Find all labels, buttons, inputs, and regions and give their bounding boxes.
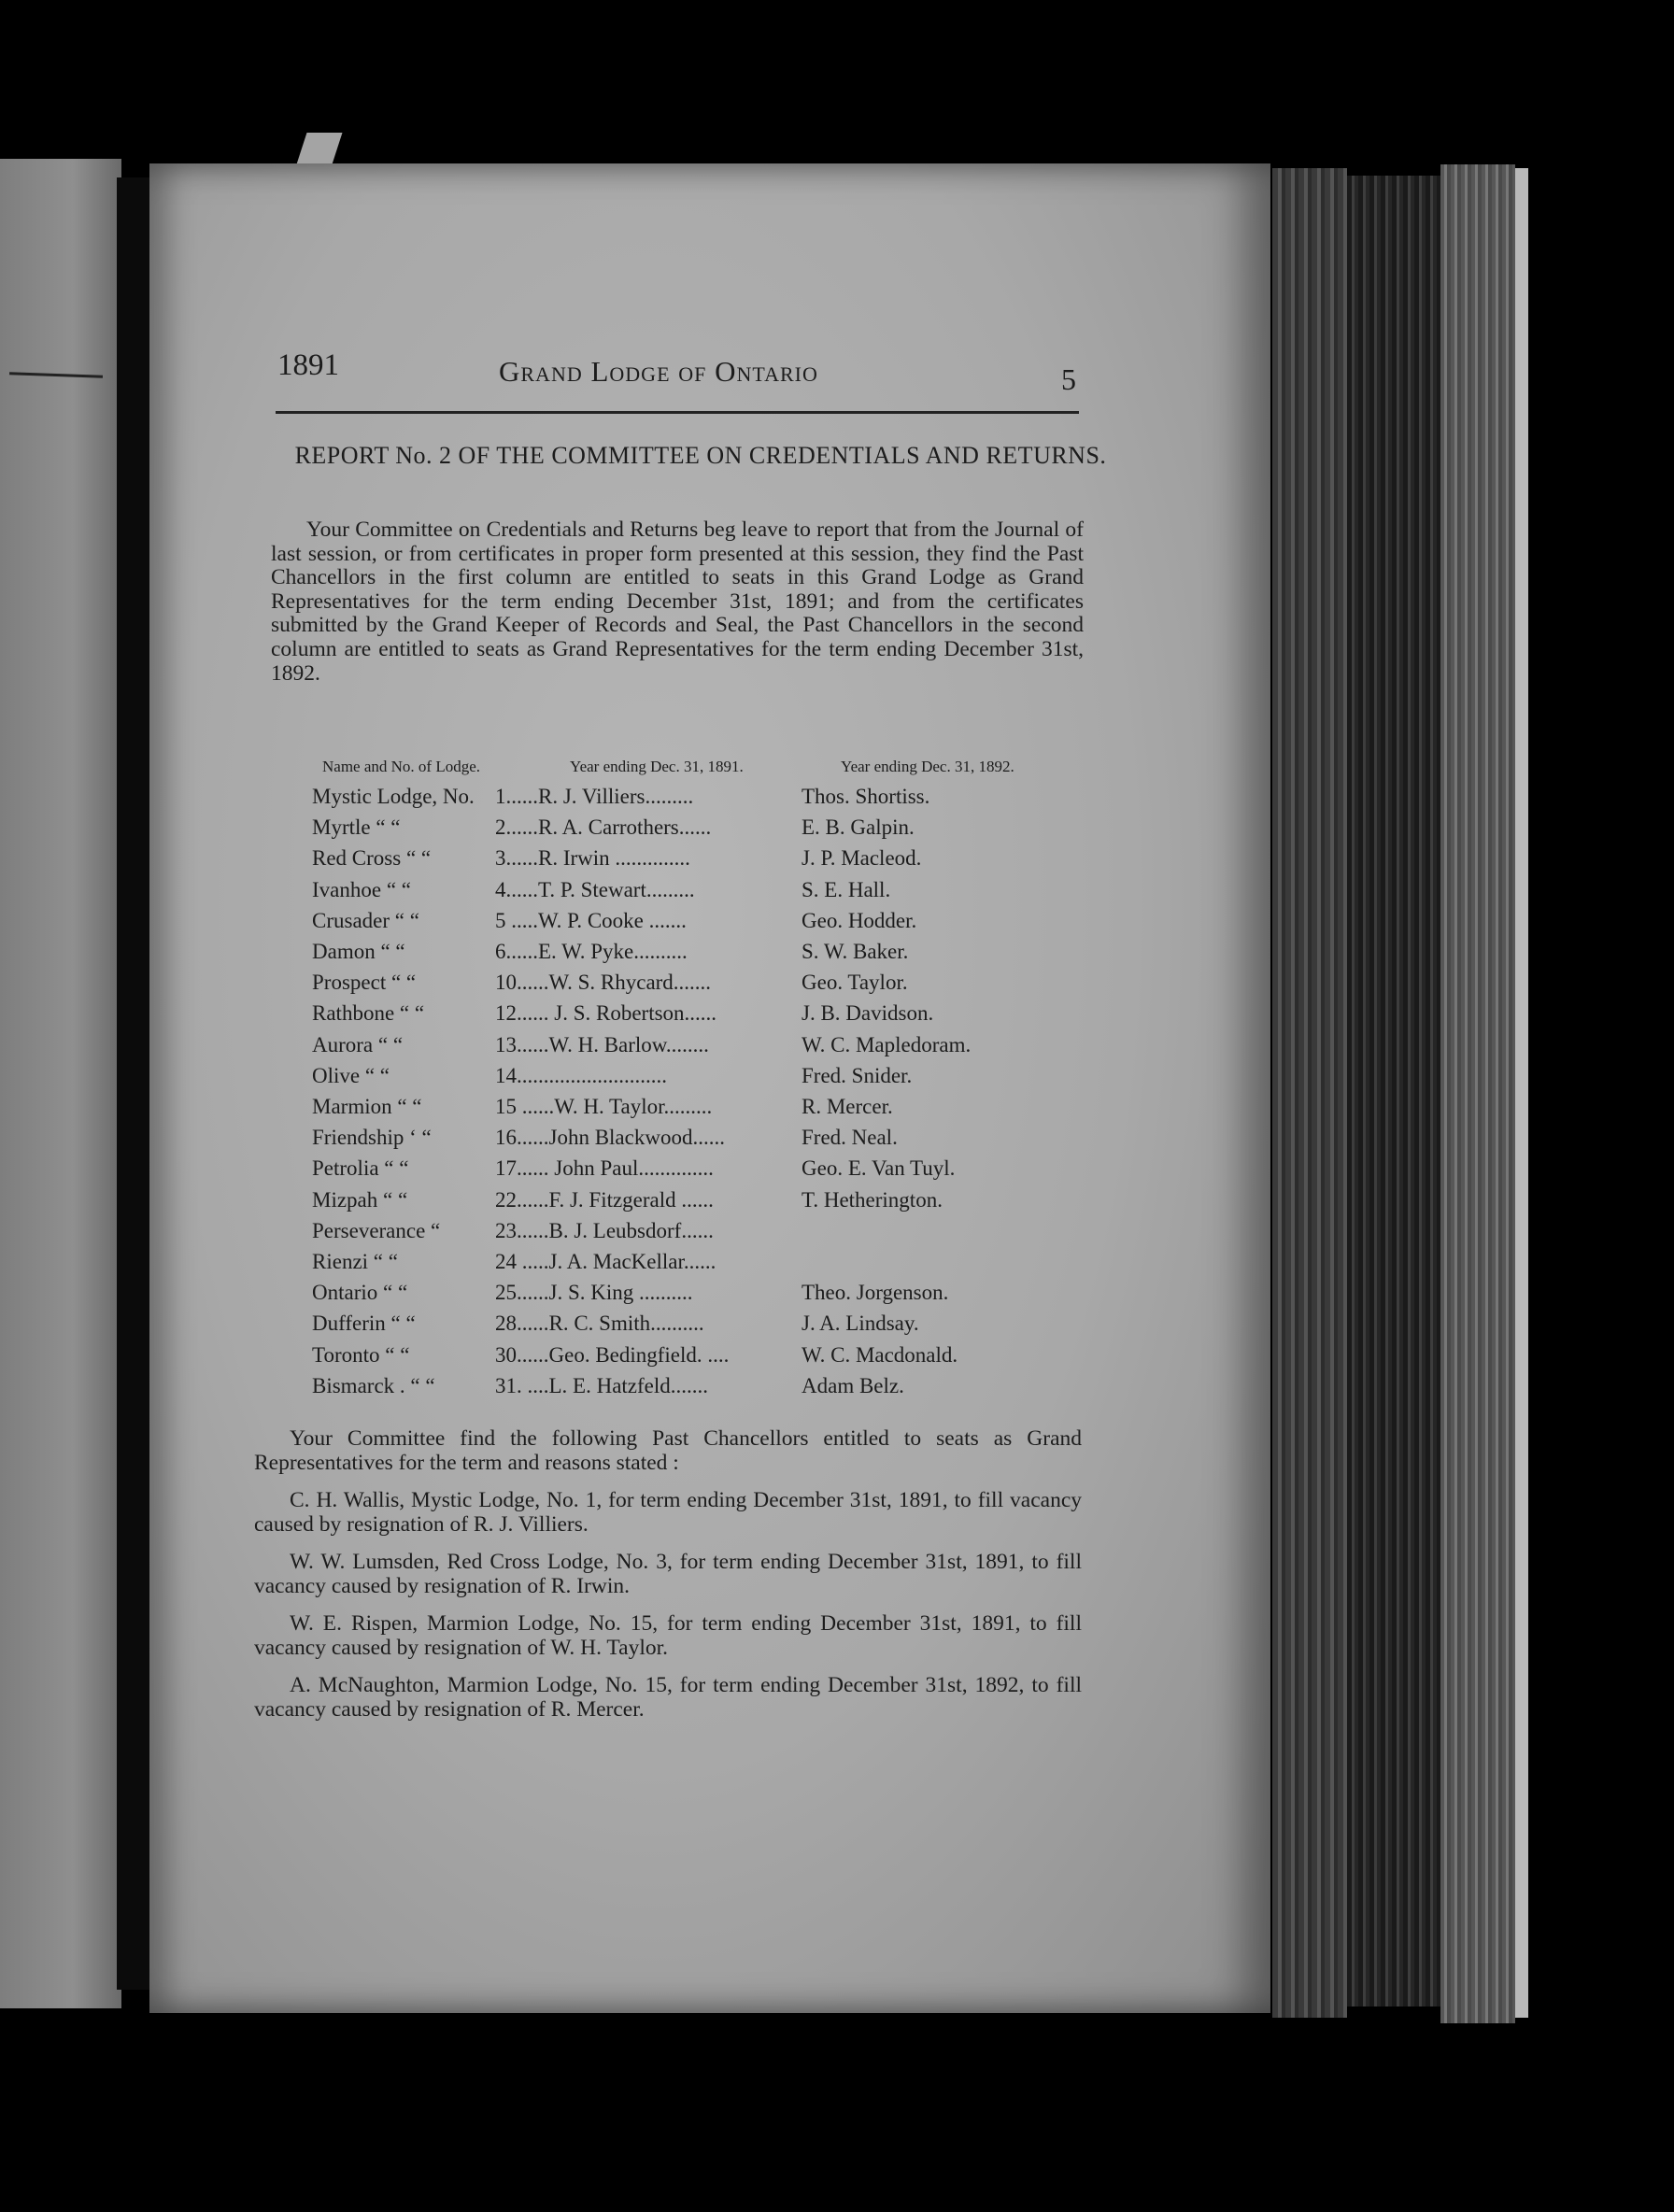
representative-1892: Geo. Hodder.: [802, 908, 917, 932]
book-page-edges: [1440, 164, 1515, 2023]
representative-1891: 13......W. H. Barlow........: [495, 1032, 709, 1056]
representative-1891: 24 .....J. A. MacKellar......: [495, 1250, 716, 1273]
representative-1891: 23......B. J. Leubsdorf......: [495, 1218, 714, 1242]
representative-1892: Fred. Snider.: [802, 1063, 913, 1087]
representative-1891: 6......E. W. Pyke..........: [495, 940, 688, 963]
representative-1892: S. E. Hall.: [802, 877, 891, 901]
lumsden-paragraph: W. W. Lumsden, Red Cross Lodge, No. 3, for term ending December 31st, 1891, to fill vacancy caused by resignation of R. Irwin.: [254, 1550, 1082, 1598]
lodge-name: Mystic Lodge, No.: [312, 785, 475, 808]
lodge-name: Marmion “ “: [312, 1095, 422, 1118]
representative-1892: R. Mercer.: [802, 1095, 893, 1118]
representative-1892: Geo. E. Van Tuyl.: [802, 1156, 956, 1181]
representative-1891: 22......F. J. Fitzgerald ......: [495, 1187, 714, 1212]
representative-1891: 1......R. J. Villiers.........: [495, 785, 694, 808]
representative-1892: J. B. Davidson.: [802, 1001, 934, 1026]
representative-1892: S. W. Baker.: [802, 940, 909, 963]
book-page-edges: [1515, 168, 1528, 2018]
lodge-name: Crusader “ “: [312, 908, 419, 932]
lodge-name: Rathbone “ “: [312, 1001, 425, 1026]
book-gutter: [117, 177, 154, 1990]
lodge-name: Ivanhoe “ “: [312, 877, 411, 901]
representative-1892: W. C. Mapledoram.: [802, 1032, 972, 1056]
representative-1892: E. B. Galpin.: [802, 815, 915, 840]
column-header-1891: Year ending Dec. 31, 1891.: [570, 758, 744, 775]
representative-1891: 25......J. S. King ..........: [495, 1281, 693, 1305]
representative-1891: 30......Geo. Bedingfield. ....: [495, 1342, 730, 1367]
representative-1891: 16......John Blackwood......: [495, 1126, 725, 1150]
lodge-name: Dufferin “ “: [312, 1312, 416, 1336]
column-header-lodge: Name and No. of Lodge.: [322, 758, 481, 775]
report-title: REPORT No. 2 OF THE COMMITTEE ON CREDENTIALS AND RETURNS.: [294, 442, 1107, 469]
lodge-name: Perseverance “: [312, 1218, 441, 1242]
book-page-edges: [1347, 176, 1440, 2006]
representative-1891: 17...... John Paul..............: [495, 1156, 714, 1181]
representative-1892: Fred. Neal.: [802, 1126, 898, 1150]
pen-mark: [9, 372, 103, 377]
representative-1891: 12...... J. S. Robertson......: [495, 1001, 717, 1026]
lodge-name: Olive “ “: [312, 1063, 390, 1087]
column-header-1892: Year ending Dec. 31, 1892.: [841, 758, 1014, 775]
mcnaughton-paragraph: A. McNaughton, Marmion Lodge, No. 15, for term ending December 31st, 1892, to fill vacancy caused by resignation of R. Mercer.: [254, 1673, 1082, 1722]
representative-1891: 2......R. A. Carrothers......: [495, 815, 712, 840]
lodge-name: Toronto “ “: [312, 1342, 410, 1367]
representative-1891: 28......R. C. Smith..........: [495, 1312, 704, 1336]
facing-page-edge: [0, 159, 121, 2008]
lodge-name: Prospect “ “: [312, 971, 417, 995]
lodge-name: Petrolia “ “: [312, 1156, 409, 1181]
representative-1891: 3......R. Irwin ..............: [495, 846, 690, 871]
lodge-name: Friendship ‘ “: [312, 1126, 432, 1150]
representative-1892: J. P. Macleod.: [802, 846, 922, 871]
lodge-name: Mizpah “ “: [312, 1187, 408, 1212]
page-number: 5: [1061, 362, 1076, 396]
document-page: [149, 163, 1270, 2013]
representative-1892: Adam Belz.: [802, 1373, 904, 1397]
representative-1892: J. A. Lindsay.: [802, 1312, 919, 1336]
representative-1891: 31. ....L. E. Hatzfeld.......: [495, 1373, 709, 1397]
header-year: 1891: [277, 348, 339, 382]
lodge-name: Aurora “ “: [312, 1032, 404, 1056]
header-rule: [276, 411, 1079, 414]
lodge-name: Ontario “ “: [312, 1281, 408, 1305]
rispen-paragraph: W. E. Rispen, Marmion Lodge, No. 15, for term ending December 31st, 1891, to fill vacancy caused by resignation of W. H. Taylor.: [254, 1611, 1082, 1660]
representative-1892: Thos. Shortiss.: [802, 785, 930, 808]
lodge-name: Bismarck . “ “: [312, 1373, 435, 1397]
representative-1891: 14............................: [495, 1063, 667, 1087]
lodge-name: Damon “ “: [312, 940, 405, 963]
lodge-name: Rienzi “ “: [312, 1250, 398, 1273]
lodge-name: Red Cross “ “: [312, 846, 432, 871]
representative-1892: Theo. Jorgenson.: [802, 1281, 949, 1305]
wallis-paragraph: C. H. Wallis, Mystic Lodge, No. 1, for term ending December 31st, 1891, to fill vacancy caused by resignation of R. J. Villiers.: [254, 1488, 1082, 1537]
intro-paragraph: Your Committee on Credentials and Returns beg leave to report that from the Journal of last session, or from certificates in proper form presented at this session, they find the Past Chancellors in the first column are entitled to seats in this Grand Lodge as Grand Representatives for the term ending December 31st, 1891; and from the certificates submitted by the Grand Keeper of Records and Seal, the Past Chancellors in the second column are entitled to seats as Grand Representatives for the term ending December 31st, 1892.: [271, 518, 1084, 686]
representative-1892: W. C. Macdonald.: [802, 1342, 958, 1367]
committee-paragraph: Your Committee find the following Past Chancellors entitled to seats as Grand Representatives for the term and reasons stated :: [254, 1426, 1082, 1475]
lodge-name: Myrtle “ “: [312, 815, 401, 840]
representative-1891: 15 ......W. H. Taylor.........: [495, 1095, 713, 1118]
representative-1892: Geo. Taylor.: [802, 971, 908, 995]
running-title: Grand Lodge of Ontario: [499, 355, 818, 388]
book-page-edges: [1272, 168, 1347, 2018]
representative-1891: 5 .....W. P. Cooke .......: [495, 908, 687, 932]
representative-1892: T. Hetherington.: [802, 1187, 943, 1212]
representative-1891: 10......W. S. Rhycard.......: [495, 971, 712, 995]
representative-1891: 4......T. P. Stewart.........: [495, 877, 695, 901]
